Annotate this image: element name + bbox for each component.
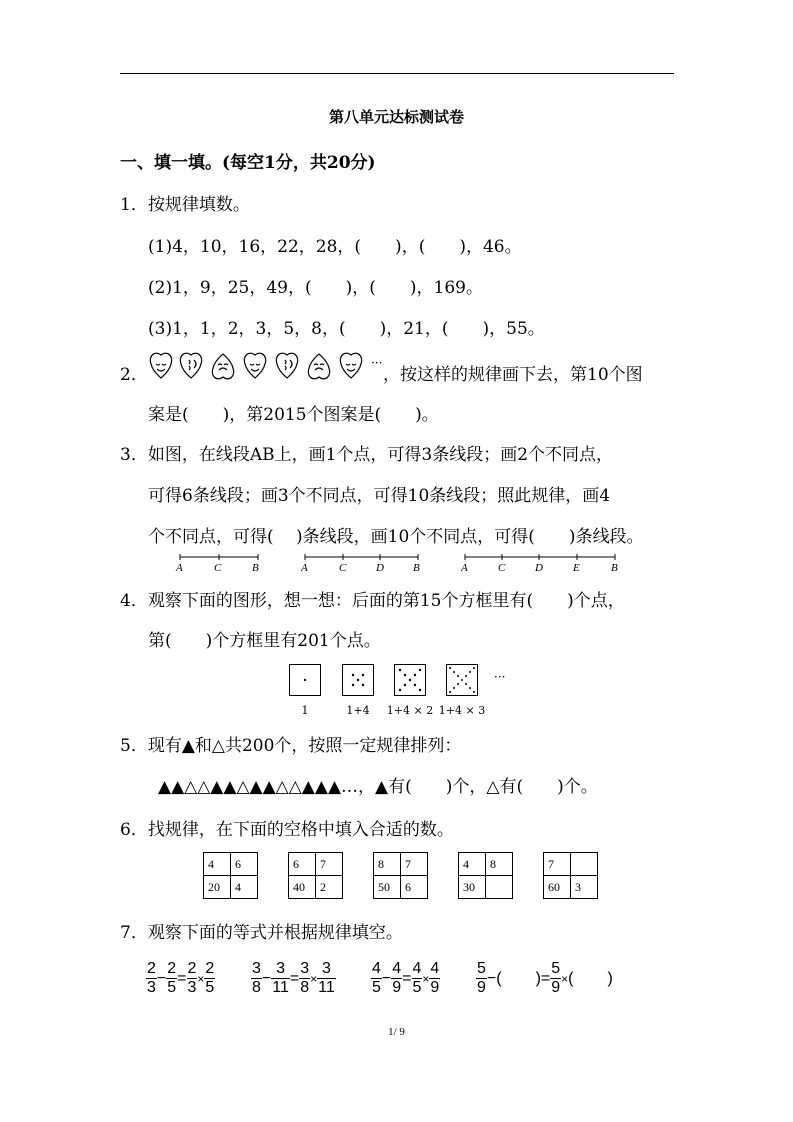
grid-cell-blank[interactable] bbox=[571, 853, 598, 876]
q2-line2: 案是( )，第2015个图案是( )。 bbox=[148, 405, 439, 425]
seg2-label-a: A bbox=[301, 562, 308, 574]
box-label-3: 1+4 × 2 bbox=[386, 704, 434, 717]
number-grid-3 bbox=[373, 852, 428, 899]
box-label-2: 1+4 bbox=[346, 704, 370, 717]
top-rule bbox=[120, 73, 674, 74]
fraction: $\frac{2}{5}$ bbox=[205, 960, 215, 996]
face-pattern bbox=[147, 350, 372, 385]
q1-text: 1．按规律填数。 bbox=[120, 195, 250, 215]
grid-cell: 2 bbox=[316, 876, 343, 899]
number-grid-2 bbox=[288, 852, 343, 899]
q7-line1: 7．观察下面的等式并根据规律填空。 bbox=[120, 923, 403, 943]
equation-3: $\frac{4}{5}$ − $\frac{4}{9}$ = $\frac{4}{5}$ × $\frac{4}{9}$ bbox=[372, 960, 440, 996]
grid-cell: 3 bbox=[571, 876, 598, 899]
q3-line3: 个不同点，可得( )条线段，画10个不同点，可得( )条线段。 bbox=[148, 527, 644, 547]
dot-box-1 bbox=[289, 664, 321, 696]
seg2-label-d: D bbox=[376, 562, 384, 574]
face-icon bbox=[212, 354, 233, 379]
fraction: $\frac{3}{8}$ bbox=[252, 960, 261, 996]
face-icon bbox=[150, 353, 171, 378]
q4-line1: 4．观察下面的图形，想一想：后面的第15个方框里有( )个点， bbox=[120, 591, 625, 611]
seg2-label-c: C bbox=[339, 562, 347, 574]
grid-cell: 8 bbox=[374, 853, 401, 876]
q4-line2: 第( )个方框里有201个点。 bbox=[148, 631, 381, 651]
grid-cell: 4 bbox=[204, 853, 231, 876]
fraction: $\frac{4}{9}$ bbox=[430, 960, 440, 996]
seg1-label-a: A bbox=[176, 562, 183, 574]
number-grid-5 bbox=[543, 852, 598, 899]
seg3-label-c: C bbox=[498, 562, 506, 574]
grid-cell: 7 bbox=[401, 853, 428, 876]
fraction: $\frac{3}{8}$ bbox=[300, 960, 310, 996]
q6-line1: 6．找规律，在下面的空格中填入合适的数。 bbox=[120, 820, 454, 840]
fraction: $\frac{2}{3}$ bbox=[187, 960, 197, 996]
q3-line2: 可得6条线段；画3个不同点，可得10条线段；照此规律，画4 bbox=[148, 486, 611, 506]
grid-cell: 6 bbox=[231, 853, 258, 876]
face-icon bbox=[244, 353, 265, 378]
face-icon bbox=[308, 354, 329, 379]
q2-ellipsis: ··· bbox=[371, 356, 383, 370]
grid-cell: 8 bbox=[486, 853, 513, 876]
seg1-label-b: B bbox=[252, 562, 259, 574]
q1-c: (3)1，1，2，3，5，8，( )，21，( )，55。 bbox=[148, 319, 545, 339]
box-label-1: 1 bbox=[301, 704, 309, 717]
grid-cell: 4 bbox=[231, 876, 258, 899]
face-pattern-svg bbox=[147, 350, 372, 380]
fraction: $\frac{3}{11}$ bbox=[318, 960, 335, 996]
fraction: $\frac{4}{5}$ bbox=[372, 960, 381, 996]
fraction: $\frac{5}{9}$ bbox=[477, 960, 486, 996]
grid-cell: 7 bbox=[544, 853, 571, 876]
q1-b: (2)1，9，25，49，( )，( )，169。 bbox=[148, 278, 483, 298]
seg3-label-d: D bbox=[535, 562, 543, 574]
q4-more: ··· bbox=[494, 670, 506, 684]
section-heading: 一、填一填。(每空1分，共20分) bbox=[120, 153, 376, 173]
fraction: $\frac{3}{11}$ bbox=[272, 960, 289, 996]
grid-cell: 6 bbox=[401, 876, 428, 899]
equation-4: $\frac{5}{9}$ −( )= $\frac{5}{9}$ ×( ) bbox=[477, 960, 613, 996]
dot-box-3 bbox=[394, 664, 426, 696]
q5-line1: 5．现有▲和△共200个，按照一定规律排列： bbox=[120, 736, 462, 756]
fraction: $\frac{2}{5}$ bbox=[167, 960, 177, 996]
fraction: $\frac{4}{9}$ bbox=[392, 960, 402, 996]
seg3-label-e: E bbox=[573, 562, 580, 574]
box-label-4: 1+4 × 3 bbox=[438, 704, 486, 717]
grid-cell: 40 bbox=[289, 876, 316, 899]
grid-cell-blank[interactable] bbox=[486, 876, 513, 899]
seg2-label-b: B bbox=[413, 562, 420, 574]
seg1-label-c: C bbox=[214, 562, 222, 574]
grid-cell: 4 bbox=[459, 853, 486, 876]
grid-cell: 7 bbox=[316, 853, 343, 876]
page-number: 1/ 9 bbox=[388, 1026, 405, 1038]
face-icon bbox=[276, 353, 297, 378]
fraction: $\frac{4}{5}$ bbox=[412, 960, 422, 996]
segment-diagram-2 bbox=[300, 552, 425, 581]
grid-cell: 6 bbox=[289, 853, 316, 876]
grid-cell: 30 bbox=[459, 876, 486, 899]
fraction: $\frac{5}{9}$ bbox=[551, 960, 561, 996]
grid-cell: 50 bbox=[374, 876, 401, 899]
fraction: $\frac{2}{3}$ bbox=[147, 960, 156, 996]
q2-num: 2． bbox=[120, 365, 148, 385]
number-grid-4 bbox=[458, 852, 513, 899]
number-grid-1 bbox=[203, 852, 258, 899]
page-title: 第八单元达标测试卷 bbox=[328, 108, 464, 126]
dot-box-4 bbox=[446, 664, 478, 696]
q2-line1: ，按这样的规律画下去，第10个图 bbox=[383, 365, 643, 385]
face-icon bbox=[180, 353, 201, 378]
equation-1: $\frac{2}{3}$ − $\frac{2}{5}$ = $\frac{2}{3}$ × $\frac{2}{5}$ bbox=[147, 960, 215, 996]
seg3-label-a: A bbox=[461, 562, 468, 574]
dot-box-2 bbox=[342, 664, 374, 696]
face-icon bbox=[340, 353, 361, 378]
grid-cell: 20 bbox=[204, 876, 231, 899]
grid-cell: 60 bbox=[544, 876, 571, 899]
q1-a: (1)4，10，16，22，28，( )，( )，46。 bbox=[148, 237, 522, 257]
q3-line1: 3．如图，在线段AB上，画1个点，可得3条线段；画2个不同点， bbox=[120, 445, 614, 465]
q5-line2: ▲▲△△▲▲△▲▲△△▲▲▲…，▲有( )个，△有( )个。 bbox=[158, 777, 598, 797]
seg3-label-b: B bbox=[611, 562, 618, 574]
equation-2: $\frac{3}{8}$ − $\frac{3}{11}$ = $\frac{3}{8}$ × $\frac{3}{11}$ bbox=[252, 960, 335, 996]
